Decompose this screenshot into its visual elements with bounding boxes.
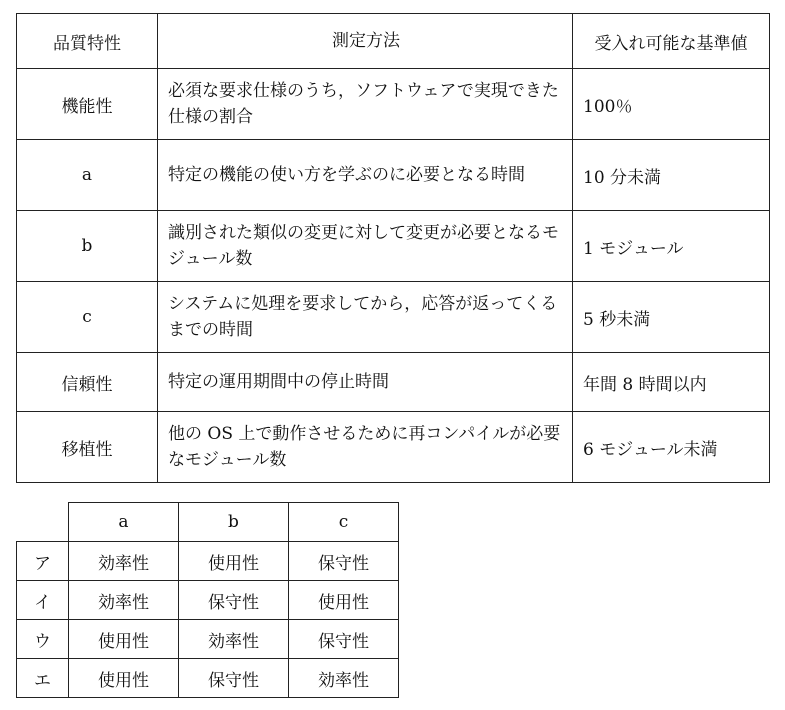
header-method: 測定方法 xyxy=(158,14,573,69)
options-header-b: b xyxy=(179,503,289,542)
table-row xyxy=(17,69,770,140)
options-header-a: a xyxy=(69,503,179,542)
option-row xyxy=(17,620,399,659)
option-c: 効率性 xyxy=(289,659,399,698)
row-characteristic: 移植性 xyxy=(17,412,158,483)
row-characteristic: 信頼性 xyxy=(17,353,158,412)
table-row xyxy=(17,211,770,282)
row-method: 必須な要求仕様のうち，ソフトウェアで実現できた仕様の割合 xyxy=(158,69,573,140)
quality-characteristics-table xyxy=(16,13,770,483)
row-characteristic: c xyxy=(17,282,158,353)
table-header-row xyxy=(17,14,770,69)
row-method: 特定の運用期間中の停止時間 xyxy=(158,353,573,412)
row-method: システムに処理を要求してから，応答が返ってくるまでの時間 xyxy=(158,282,573,353)
row-acceptable: 1 モジュール xyxy=(573,211,770,282)
option-b: 効率性 xyxy=(179,620,289,659)
option-b: 保守性 xyxy=(179,581,289,620)
table-row xyxy=(17,353,770,412)
option-b: 保守性 xyxy=(179,659,289,698)
row-characteristic: 機能性 xyxy=(17,69,158,140)
row-acceptable: 6 モジュール未満 xyxy=(573,412,770,483)
option-label: ウ xyxy=(17,620,69,659)
option-c: 保守性 xyxy=(289,542,399,581)
option-row xyxy=(17,542,399,581)
row-characteristic: b xyxy=(17,211,158,282)
options-header-row xyxy=(17,503,399,542)
option-a: 使用性 xyxy=(69,659,179,698)
option-row xyxy=(17,659,399,698)
option-c: 保守性 xyxy=(289,620,399,659)
row-method: 識別された類似の変更に対して変更が必要となるモジュール数 xyxy=(158,211,573,282)
option-c: 使用性 xyxy=(289,581,399,620)
option-label: イ xyxy=(17,581,69,620)
answer-options-table xyxy=(16,502,399,698)
option-row xyxy=(17,581,399,620)
row-method: 他の OS 上で動作させるために再コンパイルが必要なモジュール数 xyxy=(158,412,573,483)
options-corner-cell xyxy=(17,503,69,542)
row-acceptable: 5 秒未満 xyxy=(573,282,770,353)
option-a: 効率性 xyxy=(69,542,179,581)
row-characteristic: a xyxy=(17,140,158,211)
option-a: 効率性 xyxy=(69,581,179,620)
row-acceptable: 100％ xyxy=(573,69,770,140)
row-acceptable: 10 分未満 xyxy=(573,140,770,211)
row-acceptable: 年間 8 時間以内 xyxy=(573,353,770,412)
header-acceptable: 受入れ可能な基準値 xyxy=(573,14,770,69)
option-label: ア xyxy=(17,542,69,581)
header-characteristic: 品質特性 xyxy=(17,14,158,69)
row-method: 特定の機能の使い方を学ぶのに必要となる時間 xyxy=(158,140,573,211)
table-row xyxy=(17,140,770,211)
option-b: 使用性 xyxy=(179,542,289,581)
table-row xyxy=(17,282,770,353)
options-header-c: c xyxy=(289,503,399,542)
table-row xyxy=(17,412,770,483)
option-label: エ xyxy=(17,659,69,698)
option-a: 使用性 xyxy=(69,620,179,659)
